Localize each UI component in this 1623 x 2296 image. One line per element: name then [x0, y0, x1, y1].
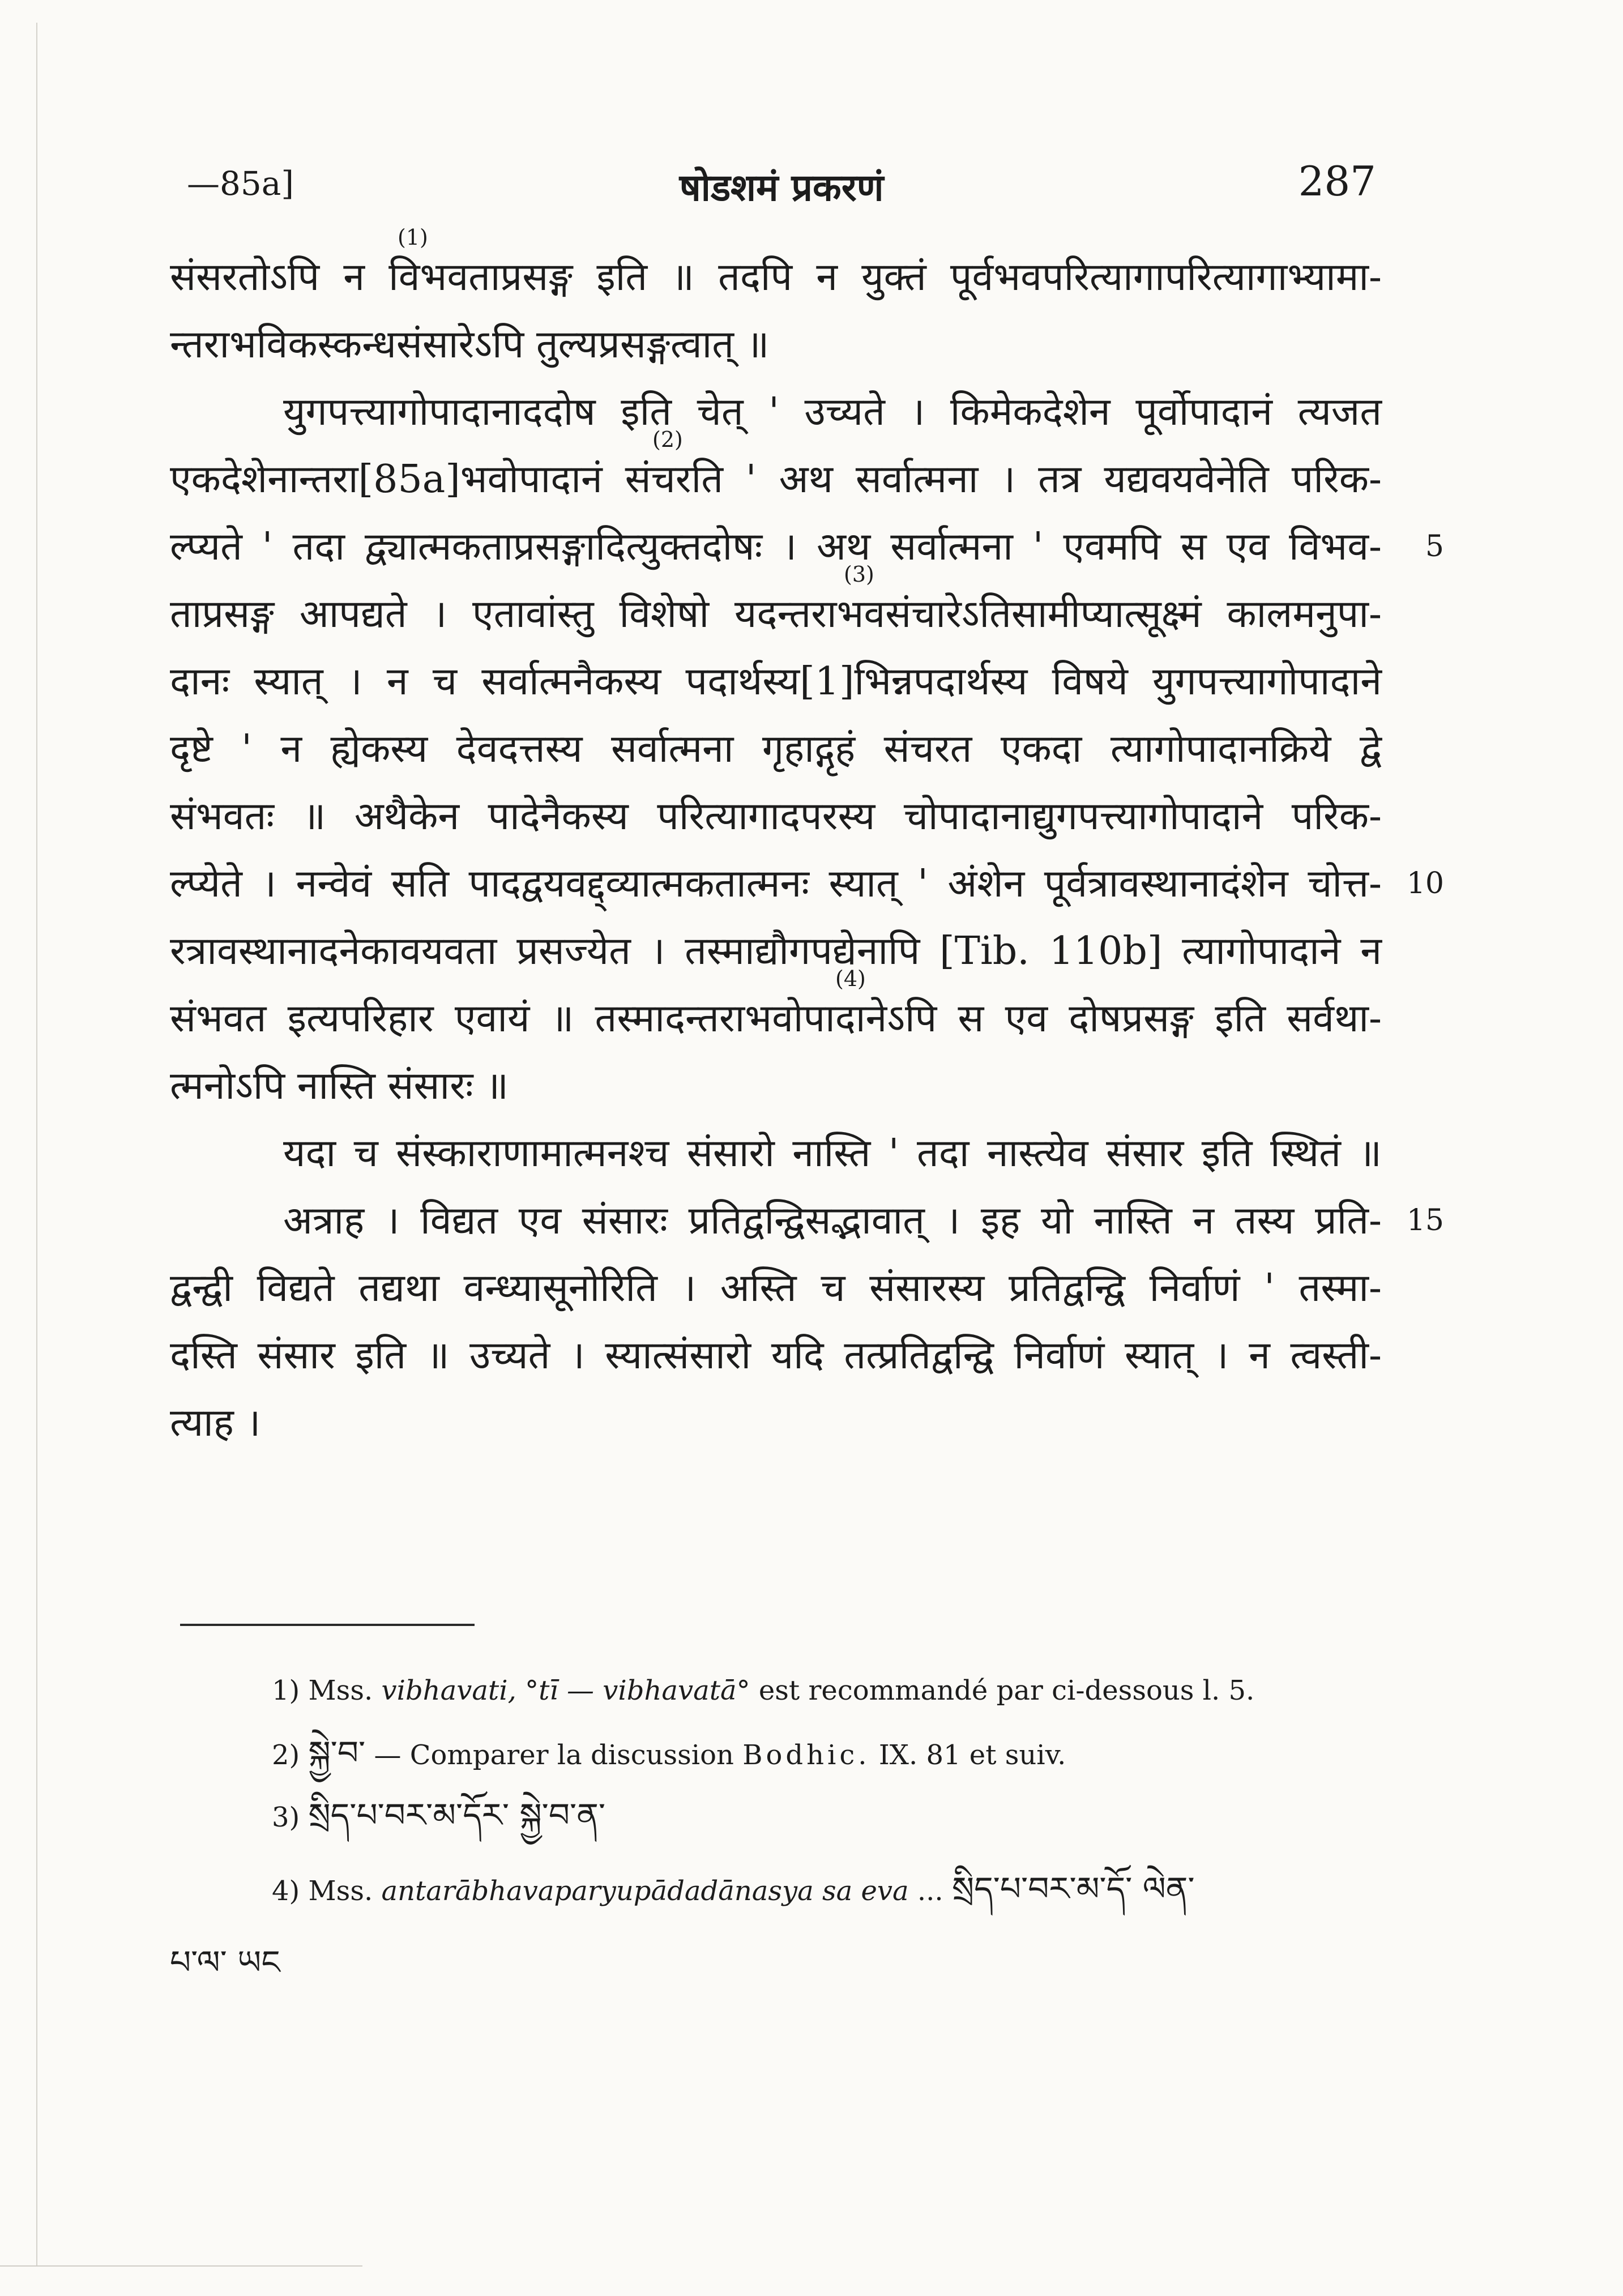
text-line [170, 311, 1382, 378]
text-line-content: एकदेशेनान्तरा[85a]भवोपादानं संचरति ' अथ सर्वात्मना । तत्र यद्यवयवेनेति परिक- [170, 457, 1382, 502]
footnote-4-continuation [170, 1931, 1382, 2005]
footnote-ref: (1) [398, 225, 428, 250]
footnote-variant-reading: antarābhavaparyupādadānasya sa eva [381, 1875, 909, 1907]
text-line-content: द्वन्द्वी विद्यते तद्यथा वन्ध्यासूनोरिति । अस्ति च संसारस्य प्रतिद्वन्द्वि निर्वाणं ' तस्मा- [170, 1266, 1382, 1311]
text-line [170, 1187, 1444, 1254]
footnote-work-ref: Bodhic. [742, 1739, 870, 1771]
text-line-content: रत्रावस्थानादनेकावयवता प्रसज्येत । तस्माद्यौगपद्येनापि [Tib. 110b] त्यागोपादाने न [170, 929, 1382, 974]
text-line [170, 562, 1382, 648]
footnote-4 [170, 1858, 1382, 1931]
footnote-3 [170, 1784, 1382, 1858]
footnote-ref: (2) [652, 427, 683, 452]
page-number: 287 [1298, 157, 1376, 205]
scan-edge-bottom [0, 2265, 362, 2267]
text-line [170, 966, 1382, 1052]
footnotes [170, 1659, 1382, 2005]
text-line-content: ल्प्यते ' तदा द्व्यात्मकताप्रसङ्गादित्युक्तदोषः । अथ सर्वात्मना ' एवमपि स एव विभव- [170, 524, 1382, 569]
footnote-tibetan: སྲིད་པ་བར་མ་དོ་ ལེན་ [951, 1870, 1195, 1908]
footnote-mss: Mss. [308, 1675, 373, 1706]
text-line [170, 378, 1382, 446]
footnote-ref: (3) [844, 562, 874, 587]
text-line-content: ल्प्येते । नन्वेवं सति पादद्वयवद्द्व्यात्मकतात्मनः स्यात् ' अंशेन पूर्वत्रावस्थानादंशेन चोत्त- [170, 861, 1382, 906]
text-line [170, 917, 1382, 985]
text-line-content: दस्ति संसार इति ॥ उच्यते । स्यात्संसारो यदि तत्प्रतिद्वन्द्वि निर्वाणं स्यात् । न त्वस्ती- [170, 1333, 1382, 1378]
text-line-content: दृष्टे ' न ह्येकस्य देवदत्तस्य सर्वात्मना गृहाद्गृहं संचरत एकदा त्यागोपादानक्रिये द्वे [170, 727, 1382, 771]
scan-edge-left [36, 23, 37, 2265]
text-line-content: न्तराभविकस्कन्धसंसारेऽपि तुल्यप्रसङ्गत्वात् ॥ [170, 322, 770, 367]
text-line-content: संभवत इत्यपरिहार एवायं ॥ तस्मादन्तराभवोपादानेऽपि स एव दोषप्रसङ्ग इति सर्वथा- [170, 996, 1382, 1041]
text-line [170, 1120, 1382, 1187]
text-line [170, 1389, 1382, 1457]
footnote-tibetan: སྐྱེ་བ་ [308, 1734, 366, 1772]
text-line-content: युगपत्त्यागोपादानाददोष इति चेत् ' उच्यते । किमेकदेशेन पूर्वोपादानं त्यजत [283, 390, 1382, 434]
text-line [170, 1254, 1382, 1322]
text-line-content: दानः स्यात् । न च सर्वात्मनैकस्य पदार्थस्य[1]भिन्नपदार्थस्य विषये युगपत्त्यागोपादाने [170, 659, 1382, 704]
text-line-content: संभवतः ॥ अथैकेन पादेनैकस्य परित्यागादपरस्य चोपादानाद्युगपत्त्यागोपादाने परिक- [170, 794, 1382, 839]
text-line-content: यदा च संस्काराणामात्मनश्च संसारो नास्ति ' तदा नास्त्येव संसार इति स्थितं ॥ [283, 1131, 1382, 1176]
text-line-content: त्मनोऽपि नास्ति संसारः ॥ [170, 1064, 509, 1108]
header-chapter-title: षोडशमं प्रकरणं [679, 165, 884, 210]
text-line [170, 1052, 1382, 1120]
main-text [170, 225, 1444, 1457]
footnote-mark: 3) [272, 1802, 300, 1833]
footnote-text: est recommandé par ci-dessous l. 5. [758, 1675, 1255, 1706]
text-line [170, 648, 1382, 715]
text-line [170, 783, 1382, 850]
footnote-ref: (4) [835, 966, 866, 991]
text-line [170, 427, 1382, 513]
footnote-variant-reading: vibhavati, °tī — vibhavatā° [381, 1675, 750, 1706]
footnote-mark: 2) [272, 1739, 300, 1771]
text-line-content: त्याह । [170, 1401, 261, 1445]
footnote-separator [180, 1624, 475, 1626]
line-number: 10 [1406, 867, 1444, 901]
footnote-tibetan: སྲིད་པ་བར་མ་དོར་ སྐྱེ་བ་ན་ [308, 1796, 606, 1834]
footnote-mark: 4) [272, 1875, 300, 1907]
text-line [170, 715, 1382, 783]
footnote-1 [170, 1659, 1382, 1722]
running-header [187, 153, 1376, 215]
text-line-content: ताप्रसङ्ग आपद्यते । एतावांस्तु विशेषो यदन्तराभवसंचारेऽतिसामीप्यात्सूक्ष्मं कालमनुपा- [170, 592, 1382, 637]
footnote-mss: Mss. [308, 1875, 373, 1907]
text-line-content: संसरतोऽपि न विभवताप्रसङ्ग इति ॥ तदपि न युक्तं पूर्वभवपरित्यागापरित्यागाभ्यामा- [170, 255, 1382, 300]
footnote-ellipsis: ... [917, 1875, 943, 1907]
footnote-2 [170, 1722, 1382, 1784]
line-number: 15 [1406, 1204, 1444, 1237]
line-number: 5 [1425, 530, 1444, 564]
text-line-content: अत्राह । विद्यत एव संसारः प्रतिद्वन्द्विसद्भावात् । इह यो नास्ति न तस्य प्रति- [283, 1198, 1382, 1243]
text-line [170, 513, 1444, 581]
footnote-text: — Comparer la discussion [374, 1739, 734, 1771]
footnote-mark: 1) [272, 1675, 300, 1706]
text-line [170, 1322, 1382, 1389]
header-section-ref: —85a] [187, 164, 294, 203]
text-line [170, 850, 1444, 917]
footnote-tibetan: པ་ལ་ ཡང [170, 1943, 280, 1982]
text-line [170, 225, 1382, 311]
footnote-text: IX. 81 et suiv. [878, 1739, 1066, 1771]
